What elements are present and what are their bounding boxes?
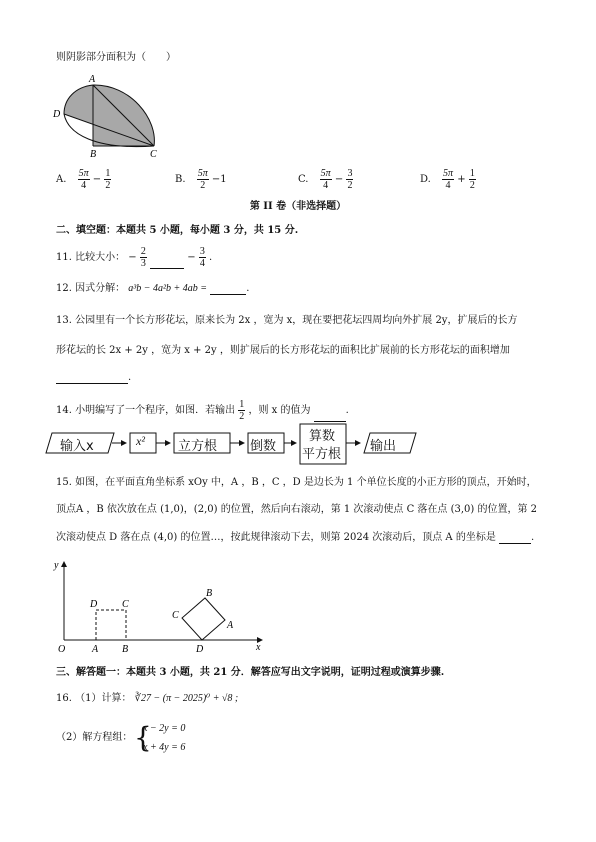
- frac-num: 5π: [443, 168, 454, 179]
- q13-line1: 13. 公园里有一个长方形花坛，原来长为 2x ，宽为 x，现在要把花坛四周均向外扩展 2y，扩展后的长方: [56, 315, 518, 326]
- frac-den: 2: [200, 180, 206, 191]
- frac-num: 2: [140, 246, 146, 257]
- q16-eq2: x + 4y = 6: [143, 742, 186, 753]
- q16-part1: [56, 693, 238, 705]
- axis-y-label: y: [54, 560, 59, 571]
- q12-suffix: .: [246, 283, 250, 294]
- q15-line2: 顶点A ，B 依次放在点 (1,0)，(2,0) 的位置，然后向右滚动，第 1 次滚动使点 C 落在点 (3,0) 的位置，第 2: [56, 504, 538, 515]
- frac-den: 4: [199, 258, 205, 269]
- q15-line1: 15. 如图，在平面直角坐标系 xOy 中，A ，B ，C ，D 是边长为 1 个单位长度的小正方形的顶点，开始时，: [56, 477, 537, 488]
- q13-line3: [56, 372, 131, 384]
- option-op: −: [334, 174, 344, 185]
- rolled-D-label: D: [196, 644, 204, 655]
- frac-den: 2: [469, 180, 475, 191]
- flow-sqrt-line1: 算数: [309, 429, 336, 444]
- frac-num: 1: [469, 168, 475, 179]
- origin-label: O: [58, 644, 66, 655]
- q11: [56, 246, 212, 269]
- frac-num: 1: [239, 399, 245, 410]
- q11-answer-blank[interactable]: [150, 268, 184, 269]
- frac-num: 5π: [78, 168, 89, 179]
- q16-part2-prefix: （2）解方程组：: [56, 732, 133, 743]
- frac-num: 5π: [197, 168, 208, 179]
- q14-prefix: 14. 小明编写了一个程序，如图．若输出: [56, 405, 236, 416]
- q14-answer-blank[interactable]: [314, 421, 346, 422]
- frac-den: 2: [105, 180, 111, 191]
- option-op: −1: [211, 174, 227, 185]
- label-B: B: [90, 149, 97, 160]
- label-A: A: [89, 74, 96, 85]
- option-letter: D.: [420, 174, 431, 185]
- option-op: +: [457, 174, 466, 185]
- q16-part2: [56, 732, 132, 744]
- frac-den: 2: [347, 180, 353, 191]
- frac-den: 2: [239, 411, 245, 422]
- q16-part1-prefix: 16. （1）计算：: [56, 693, 132, 704]
- point-A-label: A: [92, 644, 99, 655]
- frac-num: 3: [347, 168, 353, 179]
- q12-answer-blank[interactable]: [210, 294, 246, 295]
- program-flowchart: [44, 424, 424, 466]
- flow-input: 输入x: [60, 439, 94, 454]
- q10-option-d[interactable]: [420, 168, 476, 191]
- rolled-B-label: B: [206, 588, 213, 599]
- label-C: C: [150, 149, 157, 160]
- q10-geometry-figure: [50, 74, 170, 158]
- rolling-square-figure: [50, 556, 280, 656]
- minus-sign: −: [187, 252, 196, 263]
- frac-num: 1: [105, 168, 111, 179]
- q15-line3-text: 次滚动使点 D 落在点 (4,0) 的位置…，按此规律滚动下去，则第 2024 次滚动后，顶点 A 的坐标是: [56, 532, 496, 543]
- section3-heading: 三、解答题一：本题共 3 小题，共 21 分．解答应写出文字说明，证明过程或演算步骤.: [56, 667, 445, 678]
- minus-sign: −: [128, 252, 137, 263]
- flow-square: x²: [136, 434, 145, 448]
- frac-den: 4: [81, 180, 87, 191]
- flow-reciprocal: 倒数: [250, 439, 277, 454]
- frac-den: 3: [140, 258, 146, 269]
- q15-line3: [56, 532, 534, 544]
- q14: [56, 399, 349, 422]
- q10-option-b[interactable]: [175, 168, 227, 191]
- section2-heading: 二、填空题：本题共 5 小题，每小题 3 分，共 15 分.: [56, 225, 299, 236]
- option-letter: A.: [56, 174, 67, 185]
- system-brace: {: [134, 721, 152, 754]
- q16-eq1: x − 2y = 0: [143, 723, 186, 734]
- q12: [56, 283, 249, 295]
- option-letter: C.: [298, 174, 309, 185]
- q15-answer-blank[interactable]: [499, 543, 531, 544]
- frac-den: 4: [445, 180, 451, 191]
- frac-num: 5π: [320, 168, 331, 179]
- frac-num: 3: [199, 246, 205, 257]
- q12-expression: a³b − 4a²b + 4ab =: [128, 283, 208, 294]
- q14-middle: ，则 x 的值为: [248, 405, 311, 416]
- q14-suffix: .: [345, 405, 349, 416]
- point-B-label: B: [122, 644, 129, 655]
- flow-output: 输出: [370, 439, 397, 454]
- q16-part1-expression: ∛27 − (π − 2025)⁰ + √8 ;: [134, 693, 239, 704]
- q10-option-c[interactable]: [298, 168, 353, 191]
- q10-option-a[interactable]: [56, 168, 111, 191]
- q11-prefix: 11. 比较大小：: [56, 252, 126, 263]
- q10-stem: 则阴影部分面积为（ ）: [56, 52, 176, 63]
- label-D: D: [53, 109, 61, 120]
- part2-title: 第 II 卷（非选择题）: [249, 201, 347, 212]
- option-op: −: [92, 174, 102, 185]
- axis-x-label: x: [256, 642, 261, 653]
- point-C-label: C: [122, 599, 129, 610]
- q13-answer-blank[interactable]: [56, 383, 128, 384]
- q13-suffix: .: [128, 372, 132, 383]
- point-D-label: D: [90, 599, 98, 610]
- flow-cuberoot: 立方根: [178, 439, 218, 454]
- q13-line2: 形花坛的长 2x + 2y ，宽为 x + 2y ，则扩展后的长方形花坛的面积比扩展前的长方形花坛的面积增加: [56, 345, 510, 356]
- option-letter: B.: [175, 174, 186, 185]
- flow-sqrt-line2: 平方根: [302, 447, 342, 462]
- q15-suffix: .: [531, 532, 535, 543]
- rolled-A-label: A: [227, 620, 234, 631]
- q11-suffix: .: [209, 252, 213, 263]
- rolled-C-label: C: [172, 610, 179, 621]
- q12-prefix: 12. 因式分解：: [56, 283, 126, 294]
- frac-den: 4: [323, 180, 329, 191]
